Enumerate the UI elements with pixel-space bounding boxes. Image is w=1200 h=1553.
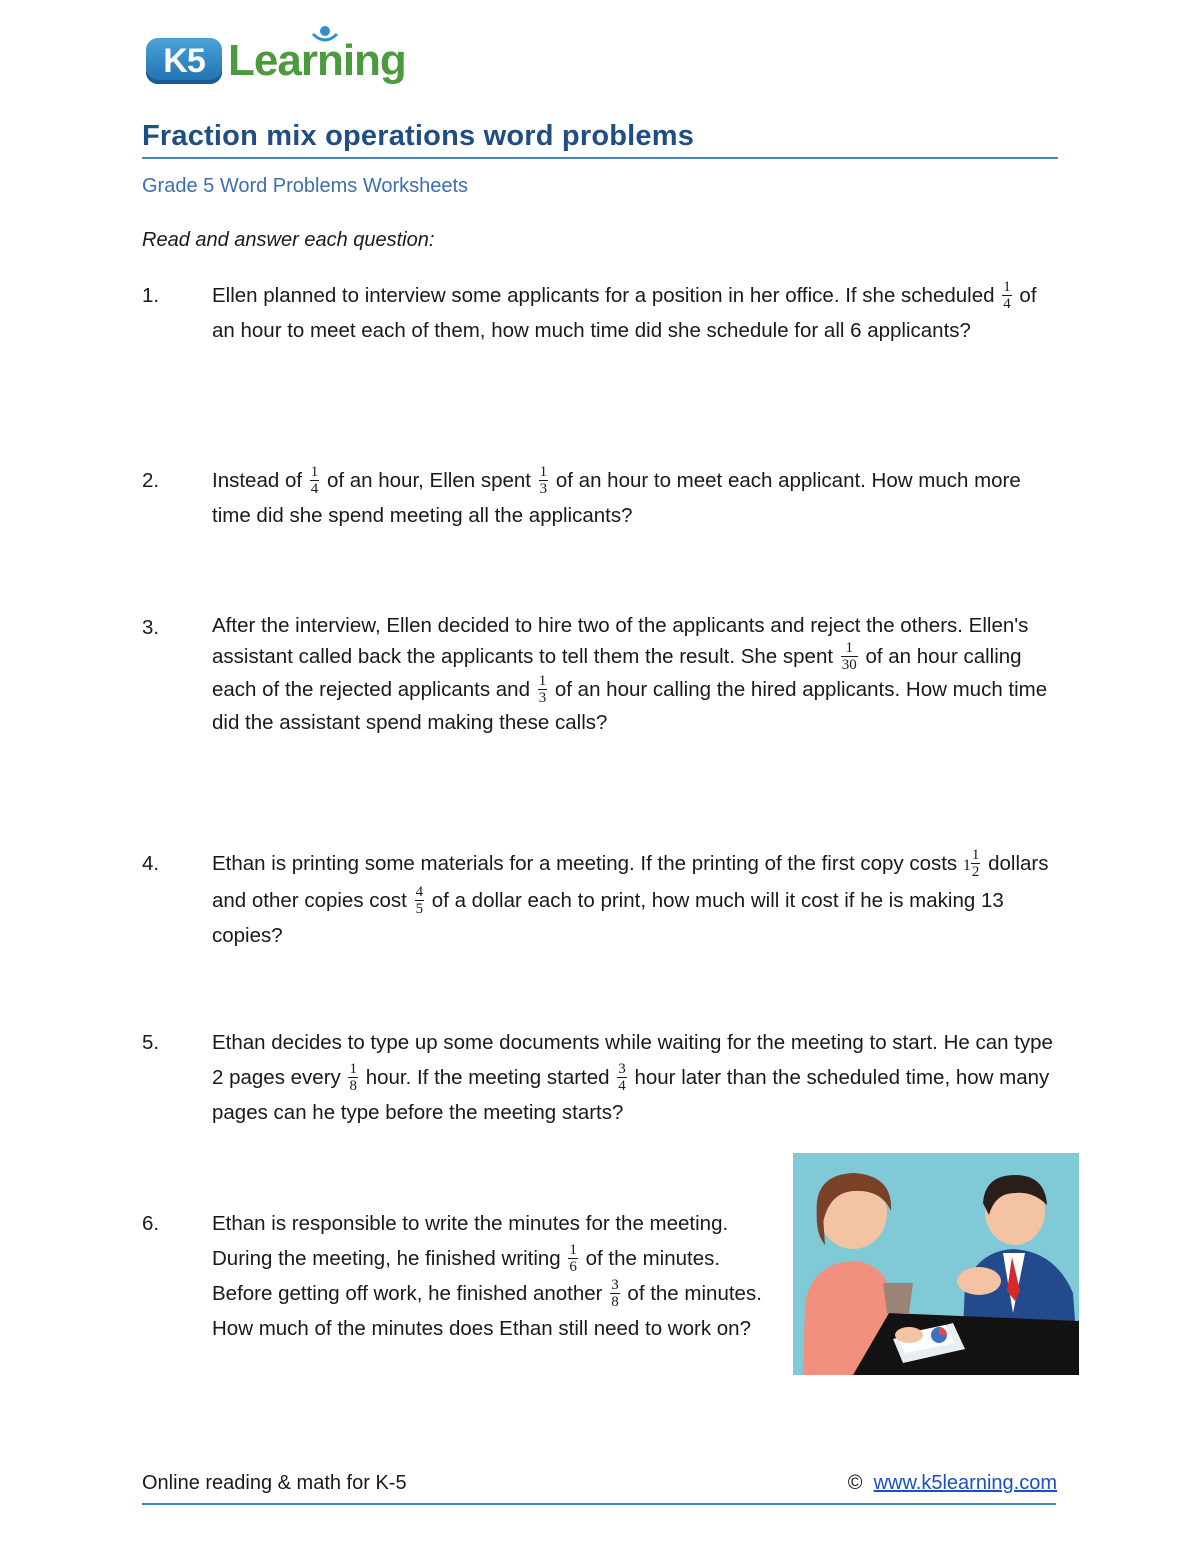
fraction — [610, 1277, 620, 1310]
question-number: 6. — [142, 1212, 160, 1235]
fraction — [415, 884, 425, 917]
question-text-part: of an hour to meet each of them, how much time did she schedule for all 6 applicants? — [212, 284, 1037, 343]
fraction-denominator: 8 — [611, 1294, 619, 1311]
fraction — [971, 847, 981, 880]
fraction-numerator: 1 — [841, 640, 858, 657]
fraction — [1002, 279, 1012, 312]
question-text-part: of an hour to meet each applicant. How much more time did she spend meeting all the applicants? — [212, 469, 1021, 528]
fraction-denominator: 3 — [538, 690, 547, 707]
question-text-part: Ethan is printing some materials for a meeting. If the printing of the first copy costs — [212, 852, 958, 875]
fraction — [617, 1061, 627, 1094]
fraction — [538, 673, 548, 706]
fraction-numerator: 3 — [611, 1277, 619, 1294]
fraction-numerator: 4 — [415, 884, 424, 901]
logo-wordmark: Learning — [228, 36, 406, 85]
question-text-part: Ethan decides to type up some documents while waiting for the meeting to start. He can type 2 pages every — [212, 1031, 1053, 1089]
fraction-denominator: 8 — [349, 1078, 357, 1095]
question-text-part: of an hour calling each of the rejected applicants and — [212, 645, 1022, 702]
fraction-denominator: 6 — [569, 1259, 577, 1276]
fraction — [841, 640, 858, 673]
question-text-part: of an hour calling the hired applicants. How much time did the assistant spend making these calls? — [212, 678, 1048, 735]
fraction-denominator: 4 — [618, 1078, 626, 1095]
two-people-meeting-illustration — [793, 1153, 1079, 1375]
question-text — [212, 463, 1062, 533]
question-number: 1. — [142, 284, 160, 307]
footer-tagline: Online reading & math for K-5 — [142, 1472, 407, 1494]
question-text-part: Instead of — [212, 469, 303, 492]
fraction-denominator: 3 — [539, 481, 548, 498]
question-text-part: of an hour, Ellen spent — [326, 469, 531, 492]
question-text — [212, 1206, 772, 1346]
question-text — [212, 846, 1062, 953]
fraction-numerator: 1 — [538, 673, 547, 690]
fraction — [568, 1242, 578, 1275]
fraction-numerator: 1 — [569, 1242, 577, 1259]
fraction-denominator: 4 — [310, 481, 319, 498]
instructions: Read and answer each question: — [142, 229, 435, 251]
footer-copyright — [848, 1472, 1057, 1495]
fraction — [539, 464, 549, 497]
k5-learning-logo — [146, 24, 406, 90]
question-text-part: of the minutes. How much of the minutes does Ethan still need to work on? — [212, 1282, 762, 1341]
question-number: 3. — [142, 616, 160, 639]
fraction-denominator: 30 — [841, 657, 857, 674]
mixed-number-whole: 1 — [962, 857, 971, 874]
fraction — [348, 1061, 358, 1094]
question-number: 2. — [142, 469, 160, 492]
logo-badge: K5 — [146, 38, 222, 84]
question-text-part: of a dollar each to print, how much will it cost if he is making 13 copies? — [212, 889, 1004, 948]
fraction-numerator: 1 — [1003, 279, 1011, 296]
fraction-numerator: 1 — [310, 464, 319, 481]
footer-website-link[interactable]: www.k5learning.com — [873, 1472, 1057, 1494]
fraction-denominator: 5 — [415, 901, 424, 918]
fraction-denominator: 2 — [971, 864, 980, 881]
copyright-symbol: © — [847, 1472, 863, 1494]
fraction — [310, 464, 320, 497]
footer-divider — [142, 1503, 1056, 1505]
page-subtitle: Grade 5 Word Problems Worksheets — [142, 175, 469, 197]
fraction-numerator: 1 — [971, 847, 980, 864]
question-text-part: hour later than the scheduled time, how many pages can he type before the meeting starts? — [212, 1066, 1050, 1125]
question-text-part: of the minutes. Before getting off work, he finished another — [212, 1247, 721, 1306]
fraction-numerator: 1 — [349, 1061, 357, 1078]
question-text-part: dollars and other copies cost — [212, 852, 1049, 912]
question-text — [212, 1025, 1062, 1130]
page-title: Fraction mix operations word problems — [142, 120, 695, 152]
question-text-part: Ellen planned to interview some applicants for a position in her office. If she scheduled — [212, 284, 995, 307]
fraction-denominator: 4 — [1003, 296, 1011, 313]
question-text-part: hour. If the meeting started — [365, 1066, 610, 1089]
question-number: 4. — [142, 852, 160, 875]
question-text-part: Ethan is responsible to write the minutes for the meeting. During the meeting, he finished writing — [212, 1212, 729, 1270]
fraction-numerator: 3 — [618, 1061, 626, 1078]
question-text — [212, 610, 1062, 738]
fraction-numerator: 1 — [539, 464, 548, 481]
question-text-part: After the interview, Ellen decided to hire two of the applicants and reject the others. Ellen's assistant called back the applicants to tell them the result. She spent — [212, 614, 1029, 668]
title-divider — [142, 157, 1058, 159]
question-number: 5. — [142, 1031, 160, 1054]
question-text — [212, 278, 1062, 348]
logo-figure-icon — [310, 24, 340, 54]
